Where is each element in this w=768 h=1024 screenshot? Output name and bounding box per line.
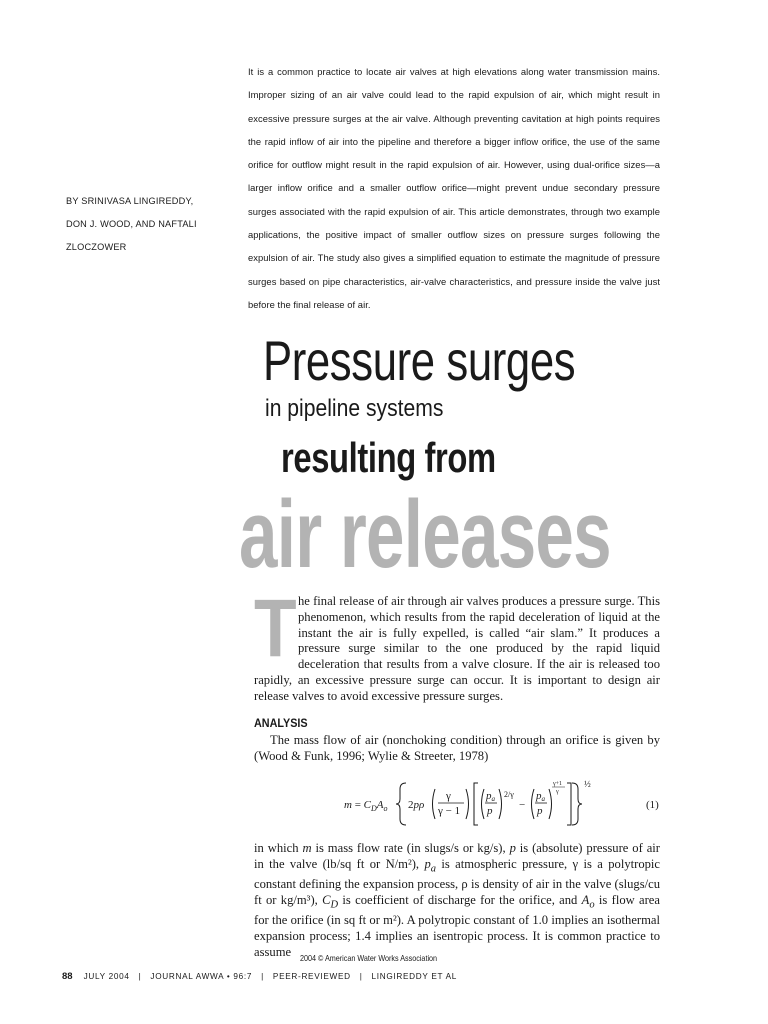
page-footer <box>62 971 457 982</box>
svg-text:p: p <box>487 805 493 817</box>
svg-text:pa: pa <box>486 790 495 803</box>
title-pressure-surges: Pressure surges <box>263 329 576 392</box>
analysis-paragraph <box>254 733 660 765</box>
intro-text: he final release of air through air valves produces a pressure surge. This phenomenon, which results from the rapid deceleration of liquid at the instant the air is fully expelled, is called “air slam.” It produces a pressure surge similar to the one produced by the rapid liquid deceleration that results from a valve closure. If the air is released too rapidly, an excessive pressure surge can occur. It is important to design air release valves to avoid excessive pressure surges. <box>254 594 660 703</box>
svg-text:2/γ: 2/γ <box>504 790 514 799</box>
svg-text:γ+1: γ+1 <box>553 781 563 787</box>
footer-authors: LINGIREDDY ET AL <box>371 972 458 981</box>
body-text: in which m is mass flow rate (in slugs/s or kg/s), p is (absolute) pressure of air in the valve (lb/sq ft or N/m²), $p_a$ is atmospheric pressure, γ is a polytropic constant defining the expansion process, ρ is density of air in the valve (slugs/cu ft or kg/m³), $C_D$ is coefficient of discharge for the orifice, and $A_o$ is flow area for the orifice (in sq ft or m²). A polytropic constant of 1.0 implies an isothermal expansion process; 1.4 implies an isentropic process. It is common practice to assume <box>254 841 660 959</box>
svg-text:pa: pa <box>536 790 545 803</box>
intro-paragraph <box>254 583 660 705</box>
svg-text:γ − 1: γ − 1 <box>438 805 461 817</box>
section-heading-analysis: ANALYSIS <box>254 716 308 730</box>
page-number: 88 <box>62 971 73 982</box>
svg-text:2pρ: 2pρ <box>408 799 425 811</box>
copyright-notice: 2004 © American Water Works Association <box>300 954 438 963</box>
drop-cap: T <box>254 583 297 674</box>
footer-separator: | <box>261 972 264 981</box>
byline-line: ZLOCZOWER <box>66 242 127 252</box>
title-pipeline-systems: in pipeline systems <box>265 395 444 422</box>
footer-type: PEER-REVIEWED <box>272 972 351 981</box>
footer-date: JULY 2004 <box>83 972 130 981</box>
svg-text:γ: γ <box>446 790 451 802</box>
title-resulting-from: resulting from <box>281 434 496 481</box>
svg-text:½: ½ <box>584 779 591 789</box>
footer-journal: JOURNAL AWWA • 96:7 <box>150 972 253 981</box>
footer-separator: | <box>138 972 142 981</box>
equation-1 <box>254 775 660 827</box>
title-air-releases: air releases <box>239 481 611 588</box>
footer-separator: | <box>359 972 363 981</box>
byline-line: BY SRINIVASA LINGIREDDY, <box>66 196 194 206</box>
byline-line: DON J. WOOD, AND NAFTALI <box>66 219 197 229</box>
svg-text:m = CDAo: $m = C_DA_o$ <box>344 799 388 813</box>
abstract: It is a common practice to locate air valves at high elevations along water transmission mains. Improper sizing of an air valve could lead to the rapid expulsion of air, which might result in excessive pressure surges at the air valve. Although preventing cavitation at high points requires the rapid inflow of air into the pipeline and therefore a bigger inflow orifice, the use of the same orifice for outflow might result in the rapid expulsion of air. However, using dual-orifice sizes—a larger inflow orifice and a smaller outflow orifice—might prevent undue secondary pressure surges associated with the rapid expulsion of air. This article demonstrates, through two example applications, the positive impact of smaller outflow sizes on pressure surges following the expulsion of air. The study also gives a simplified equation to estimate the magnitude of pressure surges based on pipe characteristics, air-valve characteristics, and pressure inside the valve just before the final release of air. <box>248 66 660 310</box>
byline <box>66 190 226 259</box>
analysis-text: The mass flow of air (nonchoking condition) through an orifice is given by (Wood & Funk, 1996; Wylie & Streeter, 1978) <box>254 733 660 763</box>
equation-number: (1) <box>646 799 659 811</box>
equation-graphic <box>254 775 660 827</box>
svg-text:γ: γ <box>556 789 559 795</box>
svg-text:−: − <box>519 799 526 811</box>
body-paragraph <box>254 841 660 961</box>
svg-text:p: p <box>537 805 543 817</box>
